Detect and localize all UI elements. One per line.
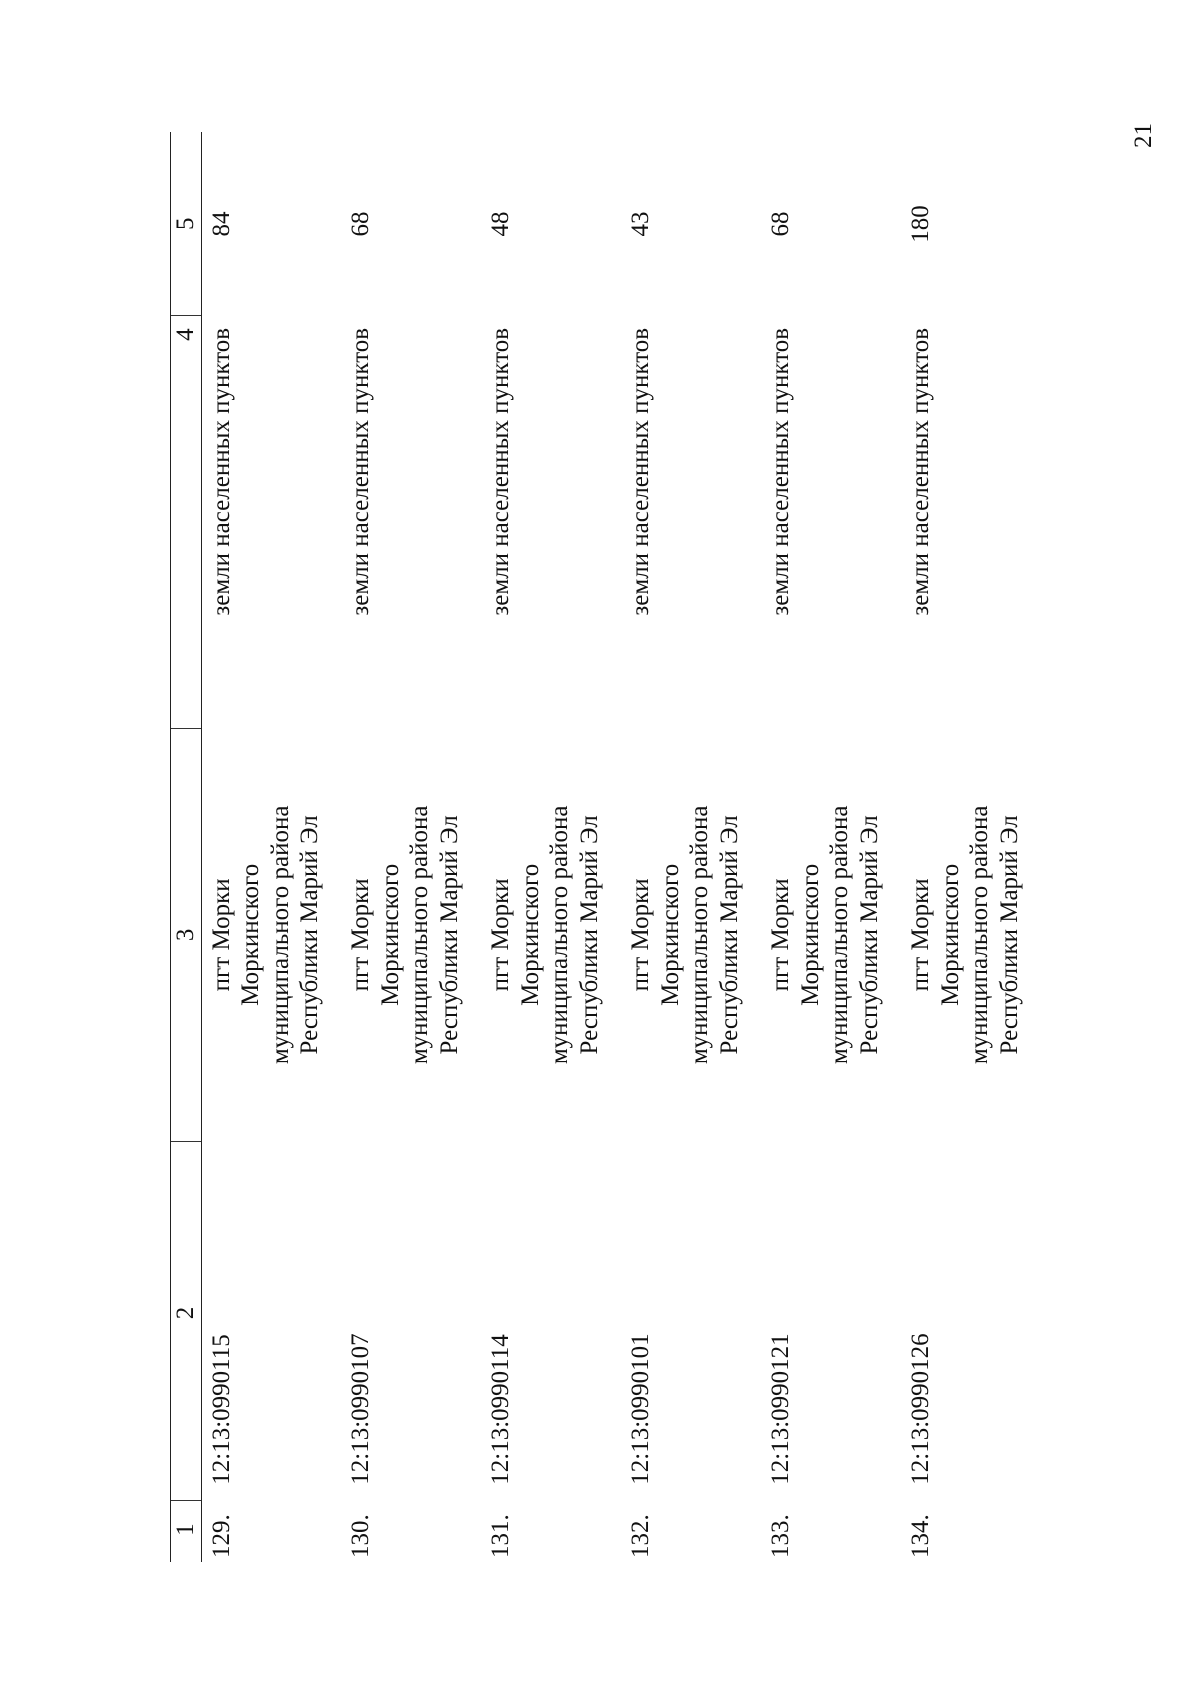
location-line: пгт Морки — [347, 878, 374, 992]
row-number: 129. — [207, 1514, 235, 1558]
land-category: земли населенных пунктов — [487, 327, 514, 616]
location-line: пгт Морки — [487, 878, 514, 992]
table-row — [341, 132, 481, 1562]
location-line: Моркинского — [656, 863, 684, 1006]
location-line: Республики Марий Эл — [435, 815, 463, 1055]
land-category: земли населенных пунктов — [907, 327, 934, 616]
land-category: земли населенных пунктов — [347, 327, 374, 616]
area-value: 84 — [207, 211, 235, 237]
location-cell — [341, 729, 481, 1142]
table-row — [761, 132, 901, 1562]
location-cell — [761, 729, 901, 1142]
row-number: 130. — [347, 1514, 374, 1558]
area-value: 48 — [487, 211, 514, 237]
location-line: Моркинского — [936, 863, 964, 1006]
location-cell — [201, 729, 341, 1142]
location-line: Республики Марий Эл — [296, 815, 323, 1055]
column-header-5: 5 — [171, 132, 202, 316]
location-line: пгт Морки — [907, 878, 934, 992]
location-line: пгт Морки — [207, 878, 235, 992]
location-line: муниципального района — [546, 805, 573, 1065]
land-plots-table — [170, 132, 1041, 1562]
row-number: 131. — [487, 1514, 514, 1558]
cadastral-number: 12:13:0990121 — [767, 1333, 794, 1485]
location-line: Республики Марий Эл — [575, 815, 603, 1055]
area-value: 43 — [627, 211, 654, 237]
location-line: муниципального района — [686, 805, 713, 1065]
location-cell — [901, 729, 1041, 1142]
cadastral-number: 12:13:0990114 — [487, 1334, 514, 1485]
table-body — [201, 132, 1041, 1562]
location-line: Моркинского — [376, 863, 404, 1006]
location-line: муниципального района — [266, 805, 294, 1065]
location-cell — [481, 729, 621, 1142]
cadastral-number: 12:13:0990115 — [207, 1334, 235, 1485]
table-header-row — [171, 132, 202, 1562]
cadastral-number: 12:13:0990101 — [627, 1333, 654, 1485]
location-cell — [621, 729, 761, 1142]
location-line: пгт Морки — [767, 878, 794, 992]
location-line: Республики Марий Эл — [995, 815, 1023, 1055]
row-number: 132. — [627, 1514, 654, 1558]
location-line: Республики Марий Эл — [715, 815, 743, 1055]
land-category: земли населенных пунктов — [767, 327, 794, 616]
area-value: 68 — [347, 211, 374, 237]
location-line: Моркинского — [796, 863, 824, 1006]
cadastral-number: 12:13:0990126 — [907, 1333, 934, 1485]
row-number: 133. — [767, 1514, 794, 1558]
location-line: Моркинского — [237, 863, 264, 1006]
table-row — [481, 132, 621, 1562]
location-line: муниципального района — [406, 805, 433, 1065]
area-value: 68 — [767, 211, 794, 237]
page-number: 21 — [1130, 123, 1157, 148]
land-category: земли населенных пунктов — [627, 327, 654, 616]
table-row — [201, 132, 341, 1562]
column-header-2: 2 — [171, 1141, 202, 1501]
location-line: Республики Марий Эл — [855, 815, 883, 1055]
location-line: муниципального района — [826, 805, 853, 1065]
column-header-3: 3 — [171, 729, 202, 1142]
table-row — [901, 132, 1041, 1562]
land-category: земли населенных пунктов — [207, 327, 235, 616]
location-line: муниципального района — [966, 805, 993, 1065]
column-header-1: 1 — [171, 1501, 202, 1562]
row-number: 134. — [907, 1514, 934, 1558]
area-value: 180 — [907, 205, 934, 243]
table-row — [621, 132, 761, 1562]
location-line: пгт Морки — [627, 878, 654, 992]
location-line: Моркинского — [516, 863, 544, 1006]
column-header-4: 4 — [171, 316, 202, 729]
cadastral-number: 12:13:0990107 — [347, 1333, 374, 1485]
